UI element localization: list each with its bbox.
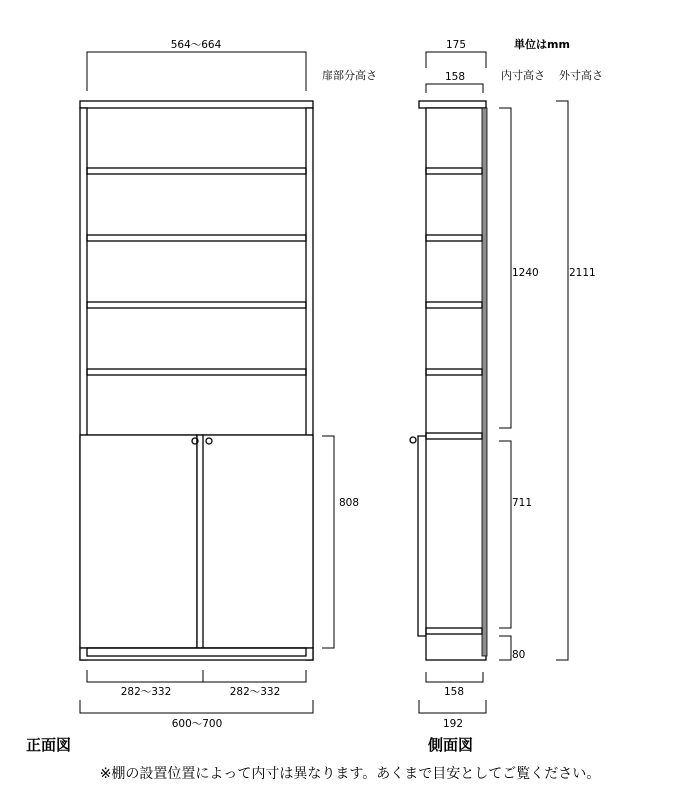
front-plinth	[80, 648, 313, 660]
door-left-width-label: 282～332	[120, 686, 172, 698]
side-view	[410, 101, 487, 660]
side-body	[426, 108, 486, 660]
dim-door-left-width-line	[87, 670, 203, 682]
dim-total-height-line	[556, 101, 568, 660]
dim-top-depth-inner-line	[426, 84, 483, 93]
dim-bottom-depth-outer-line	[419, 700, 486, 713]
side-back-panel	[482, 108, 487, 656]
dim-door-height-line	[322, 436, 334, 648]
total-width-label: 600～700	[171, 718, 223, 730]
front-shelf	[87, 168, 306, 174]
front-top-board	[80, 101, 313, 108]
unit-note: 単位はmm	[514, 38, 570, 51]
dim-upper-inner-height-line	[499, 108, 511, 428]
front-view-title: 正面図	[26, 736, 72, 754]
door-height-value: 808	[339, 497, 360, 509]
upper-inner-height-value: 1240	[512, 267, 539, 279]
outer-height-heading: 外寸高さ	[559, 69, 603, 82]
side-door-profile	[418, 436, 426, 636]
total-height-value: 2111	[569, 267, 596, 279]
front-view	[80, 101, 313, 660]
front-right-door	[197, 435, 313, 648]
front-shelf	[87, 302, 306, 308]
front-shelf	[87, 369, 306, 375]
lower-inner-height-value: 711	[512, 497, 533, 509]
dim-lower-inner-height-line	[499, 441, 511, 628]
dim-top-depth-outer-line	[426, 52, 486, 68]
inner-height-heading: 内寸高さ	[501, 69, 545, 82]
side-top-board	[419, 101, 486, 108]
base-height-value: 80	[512, 649, 526, 661]
bottom-depth-inner-label: 158	[443, 686, 465, 698]
front-top-width-label: 564～664	[170, 39, 222, 51]
dim-bottom-depth-inner-line	[426, 672, 483, 682]
side-door-knob	[410, 437, 416, 443]
dim-base-height-line	[499, 636, 511, 660]
footnote: ※棚の設置位置によって内寸は異なります。あくまで目安としてご覧ください。	[99, 766, 601, 782]
bottom-depth-outer-label: 192	[442, 718, 464, 730]
dim-door-right-width-line	[203, 670, 306, 682]
front-shelf	[87, 235, 306, 241]
side-view-title: 側面図	[428, 736, 474, 754]
door-right-width-label: 282～332	[229, 686, 281, 698]
door-height-heading: 扉部分高さ	[322, 69, 377, 82]
front-left-door	[80, 435, 197, 648]
top-depth-outer-label: 175	[445, 39, 467, 51]
dim-top-width-line	[87, 52, 306, 91]
dim-total-width-line	[80, 700, 313, 713]
top-depth-inner-label: 158	[444, 71, 466, 83]
